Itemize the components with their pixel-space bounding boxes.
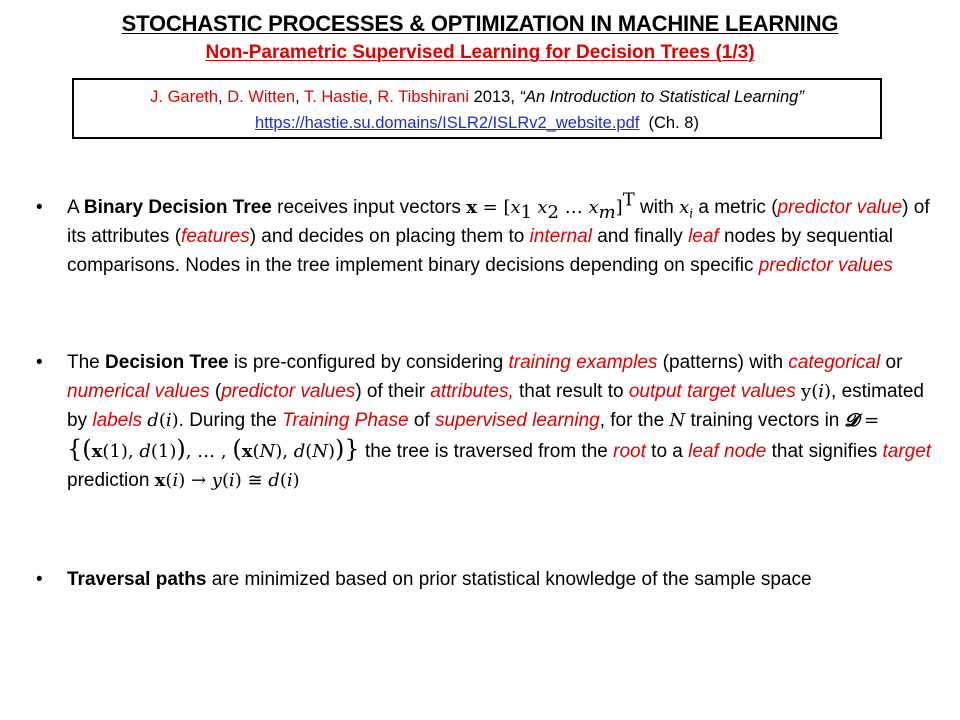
reference-line-1: J. Gareth, D. Witten, T. Hastie, R. Tibshirani 2013, “An Introduction to Statistical Learning” <box>150 88 804 106</box>
bullet-decision-tree-training <box>36 348 936 495</box>
bullet-binary-decision-tree <box>36 189 936 280</box>
term-decision-tree: Decision Tree <box>105 352 229 373</box>
reference-year: 2013, <box>473 88 515 106</box>
bullet-dot-icon: • <box>36 197 43 218</box>
author-4: R. Tibshirani <box>377 88 470 106</box>
reference-url-link[interactable]: https://hastie.su.domains/ISLR2/ISLRv2_website.pdf <box>255 114 640 132</box>
reference-book-title: “An Introduction to Statistical Learning” <box>519 88 804 106</box>
author-2: D. Witten <box>227 88 296 106</box>
bullet-traversal-paths <box>36 565 936 594</box>
reference-chapter: (Ch. 8) <box>648 114 699 132</box>
formula-xi: $x_i$ <box>679 197 694 221</box>
bullet-text: Traversal paths are minimized based on prior statistical knowledge of the sample space <box>67 569 812 590</box>
term-binary-decision-tree: Binary Decision Tree <box>83 197 272 218</box>
reference-box <box>72 78 882 139</box>
term-traversal-paths: Traversal paths <box>67 569 207 590</box>
formula-prediction: x(i) → y(i) ≅ d(i) <box>154 470 300 491</box>
reference-line-2 <box>74 110 880 136</box>
formula-n: N <box>669 410 686 431</box>
author-1: J. Gareth <box>150 88 219 106</box>
bullet-dot-icon: • <box>36 352 43 373</box>
slide-subtitle: Non-Parametric Supervised Learning for Decision Trees (1/3) <box>205 42 755 63</box>
formula-di: d(i) <box>147 410 179 431</box>
slide-title: STOCHASTIC PROCESSES & OPTIMIZATION IN MACHINE LEARNING <box>121 11 839 36</box>
bullet-dot-icon: • <box>36 569 43 590</box>
formula-training-set: 𝓓 = {(x(1), d(1)), … , (x(N), d(N))} <box>67 410 880 463</box>
formula-input-vector: $x = [x_1$ $x_2$ … $x_m]^T$ <box>466 189 635 223</box>
formula-yi: y(i) <box>801 381 832 402</box>
author-3: T. Hastie <box>303 88 369 106</box>
bullet-text: The Decision Tree is pre-configured by considering training examples (patterns) with categorical or numerical values (predictor values) of their attributes, that result to output target values y(i), estimated by labels d(i). During the Training Phase of supervised learning, for the N training vectors in 𝓓 = {(x(1), d(1)), … , (x(N), d(N))} the tree is traversed from the root to a leaf node that signifies target prediction x(i) → y(i) ≅ d(i) <box>67 352 932 491</box>
bullet-text: A Binary Decision Tree receives input vectors $x = [x_1$ $x_2$ … $x_m]^T$ with $x_i$ a metric (predictor value) of its attributes (features) and decides on placing them to internal and finally leaf nodes by sequential comparisons. Nodes in the tree implement binary decisions depending on specific predictor values <box>67 189 930 276</box>
